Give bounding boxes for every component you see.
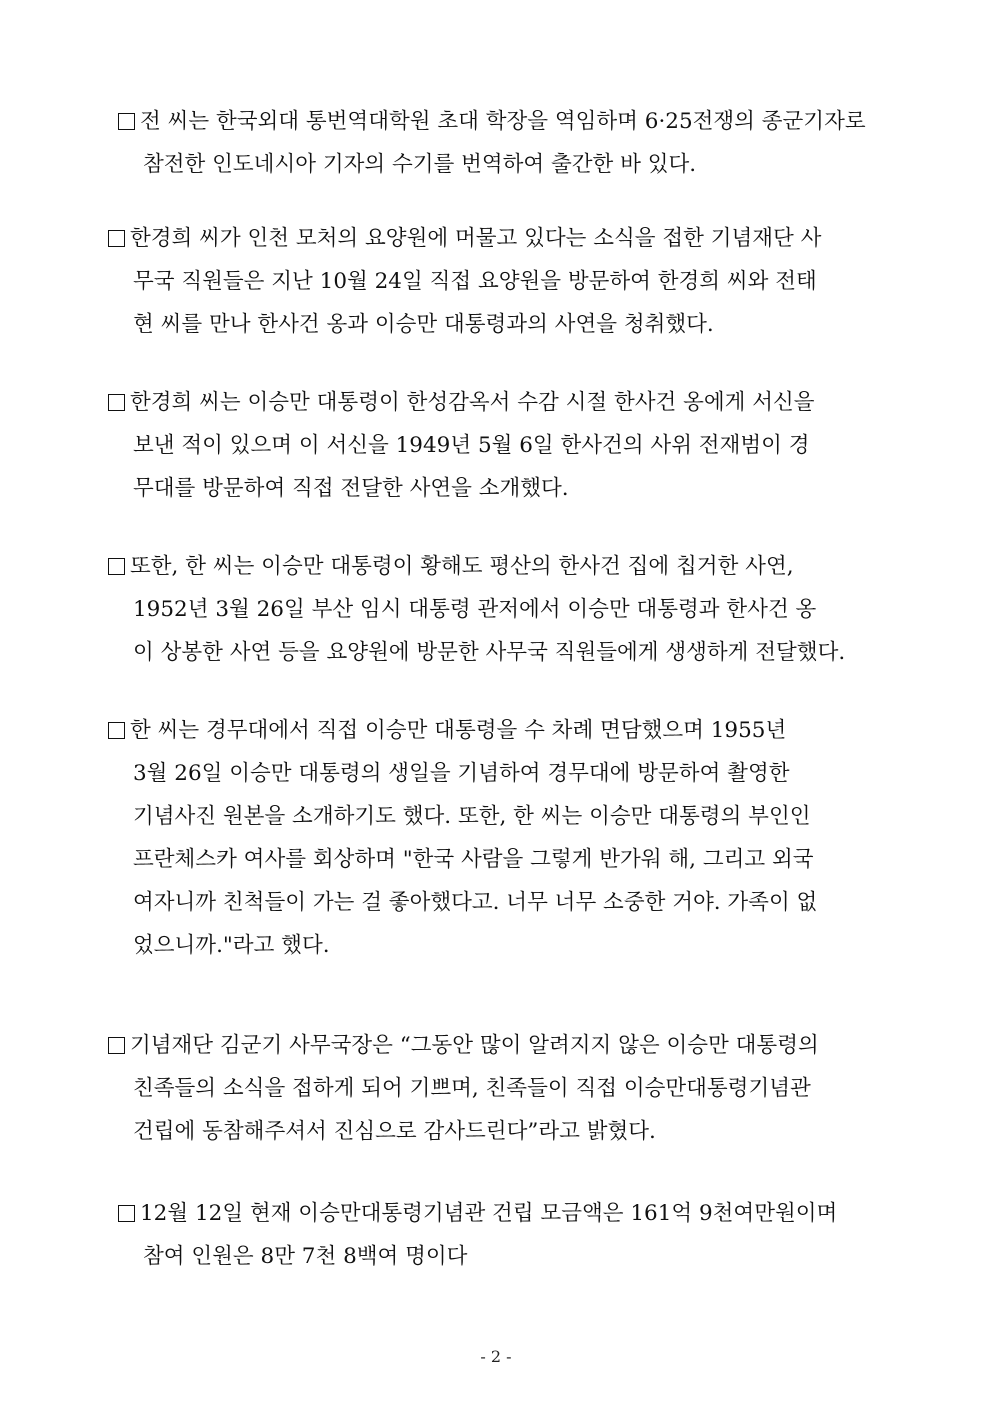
paragraph-text: 3월 26일 이승만 대통령의 생일을 기념하여 경무대에 방문하여 촬영한 — [133, 761, 790, 786]
paragraph-text: 한 씨는 경무대에서 직접 이승만 대통령을 수 차례 면담했으며 1955년 — [130, 718, 787, 743]
checkbox-bullet-icon — [118, 113, 135, 130]
paragraph-line — [108, 217, 896, 260]
paragraph-text: 친족들의 소식을 접하게 되어 기쁘며, 친족들이 직접 이승만대통령기념관 — [133, 1076, 811, 1101]
paragraph-1 — [118, 100, 896, 186]
paragraph-text: 보낸 적이 있으며 이 서신을 1949년 5월 6일 한사건의 사위 전재범이 경 — [133, 433, 810, 458]
paragraph-line — [108, 1024, 896, 1067]
paragraph-text: 기념재단 김군기 사무국장은 “그동안 많이 알려지지 않은 이승만 대통령의 — [130, 1033, 819, 1058]
checkbox-bullet-icon — [108, 230, 125, 247]
paragraph-line — [108, 795, 896, 838]
paragraph-line — [108, 838, 896, 881]
checkbox-bullet-icon — [108, 558, 125, 575]
paragraph-text: 여자니까 친척들이 가는 걸 좋아했다고. 너무 너무 소중한 거야. 가족이 없 — [133, 890, 818, 915]
paragraph-text: 참여 인원은 8만 7천 8백여 명이다 — [143, 1244, 468, 1269]
paragraph-text: 또한, 한 씨는 이승만 대통령이 황해도 평산의 한사건 집에 칩거한 사연, — [130, 554, 794, 579]
checkbox-bullet-icon — [118, 1205, 135, 1222]
paragraph-line — [108, 709, 896, 752]
paragraph-text: 한경희 씨가 인천 모처의 요양원에 머물고 있다는 소식을 접한 기념재단 사 — [130, 226, 822, 251]
paragraph-text: 프란체스카 여사를 회상하며 "한국 사람을 그렇게 반가워 해, 그리고 외국 — [133, 847, 814, 872]
paragraph-line — [108, 260, 896, 303]
paragraph-line — [108, 424, 896, 467]
paragraph-7 — [118, 1192, 896, 1278]
paragraph-line — [108, 381, 896, 424]
paragraph-line — [108, 1110, 896, 1153]
page-number: - 2 - — [480, 1347, 512, 1366]
paragraph-text: 한경희 씨는 이승만 대통령이 한성감옥서 수감 시절 한사건 옹에게 서신을 — [130, 390, 815, 415]
checkbox-bullet-icon — [108, 1037, 125, 1054]
paragraph-line — [108, 1067, 896, 1110]
paragraph-5 — [108, 709, 896, 967]
checkbox-bullet-icon — [108, 722, 125, 739]
paragraph-line — [108, 924, 896, 967]
paragraph-line — [108, 752, 896, 795]
paragraph-line — [108, 881, 896, 924]
paragraph-text: 었으니까."라고 했다. — [133, 933, 330, 958]
paragraph-2 — [108, 217, 896, 346]
paragraph-line — [118, 143, 896, 186]
paragraph-line — [108, 467, 896, 510]
paragraph-line — [118, 1192, 896, 1235]
paragraph-text: 참전한 인도네시아 기자의 수기를 번역하여 출간한 바 있다. — [143, 152, 697, 177]
paragraph-text: 기념사진 원본을 소개하기도 했다. 또한, 한 씨는 이승만 대통령의 부인인 — [133, 804, 811, 829]
paragraph-line — [118, 1235, 896, 1278]
paragraph-line — [108, 303, 896, 346]
paragraph-text: 전 씨는 한국외대 통번역대학원 초대 학장을 역임하며 6·25전쟁의 종군기자로 — [140, 109, 866, 134]
paragraph-line — [108, 545, 896, 588]
checkbox-bullet-icon — [108, 394, 125, 411]
paragraph-3 — [108, 381, 896, 510]
paragraph-6 — [108, 1024, 896, 1153]
paragraph-text: 무대를 방문하여 직접 전달한 사연을 소개했다. — [133, 476, 569, 501]
paragraph-text: 1952년 3월 26일 부산 임시 대통령 관저에서 이승만 대통령과 한사건 옹 — [133, 597, 817, 622]
paragraph-line — [108, 631, 896, 674]
paragraph-text: 현 씨를 만나 한사건 옹과 이승만 대통령과의 사연을 청취했다. — [133, 312, 714, 337]
paragraph-line — [108, 588, 896, 631]
paragraph-text: 12월 12일 현재 이승만대통령기념관 건립 모금액은 161억 9천여만원이며 — [140, 1201, 838, 1226]
paragraph-text: 건립에 동참해주셔서 진심으로 감사드린다”라고 밝혔다. — [133, 1119, 656, 1144]
paragraph-line — [118, 100, 896, 143]
paragraph-text: 무국 직원들은 지난 10월 24일 직접 요양원을 방문하여 한경희 씨와 전태 — [133, 269, 817, 294]
paragraph-4 — [108, 545, 896, 674]
paragraph-text: 이 상봉한 사연 등을 요양원에 방문한 사무국 직원들에게 생생하게 전달했다. — [133, 640, 846, 665]
